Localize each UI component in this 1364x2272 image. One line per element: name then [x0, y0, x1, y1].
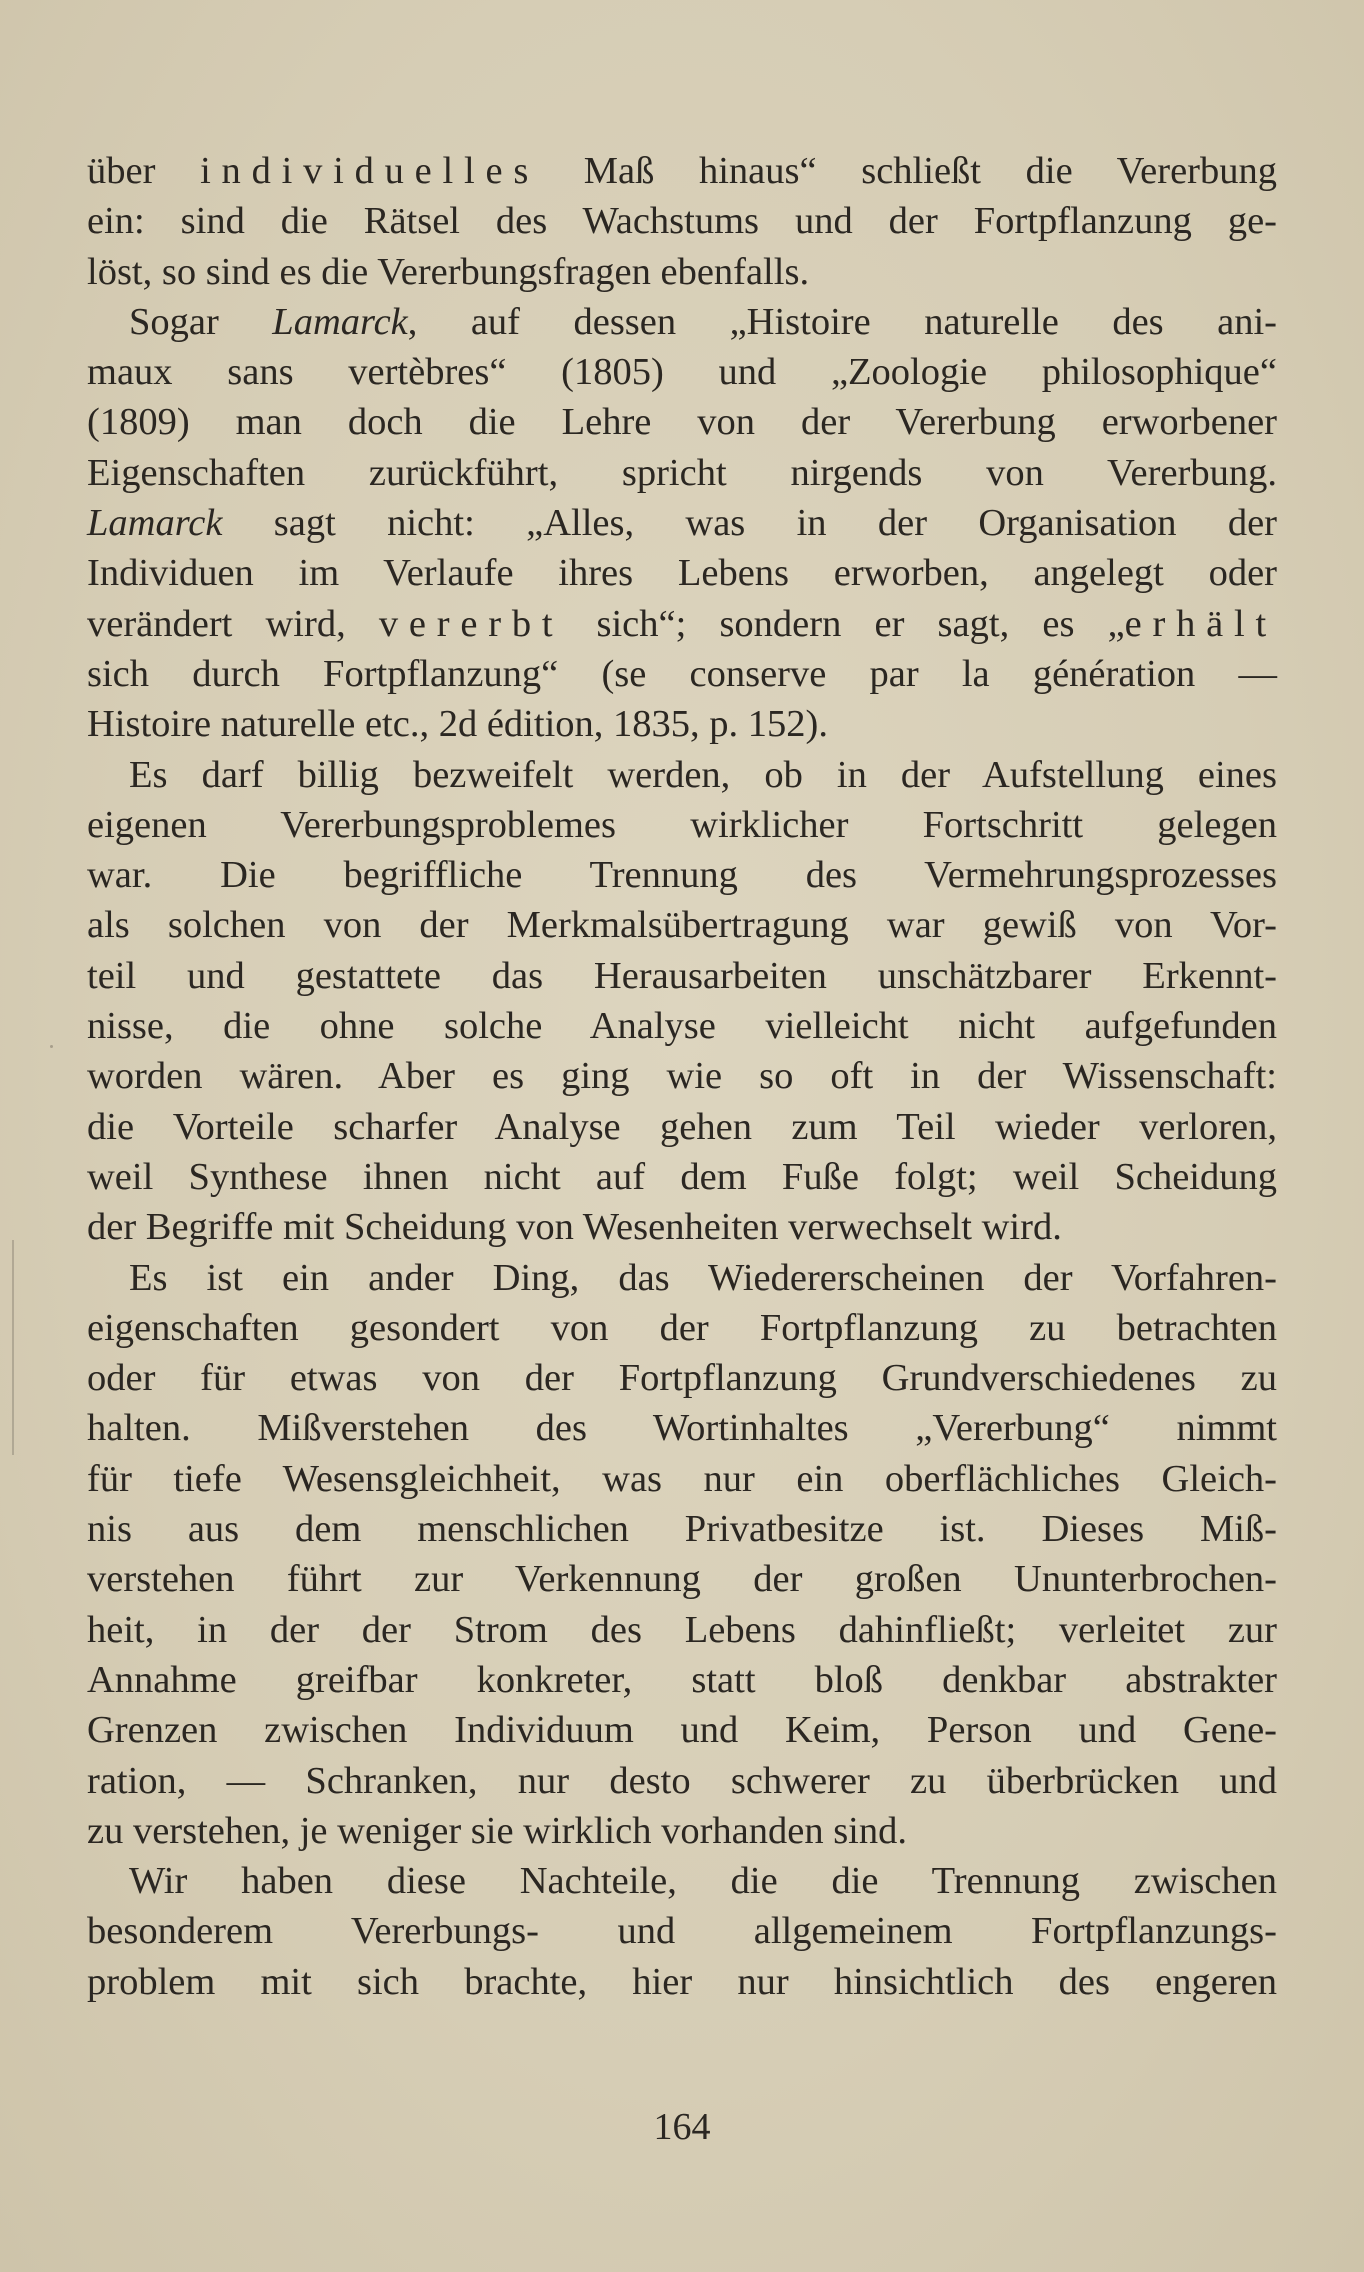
- text-run: Es darf billig bezweifelt werden, ob in der Aufstellung eines: [129, 753, 1277, 796]
- text-run: eigenen Vererbungsproblemes wirklicher Fortschritt gelegen: [87, 803, 1277, 846]
- text-line: [87, 297, 1277, 347]
- text-run: Individuen im Verlaufe ihres Lebens erworben, angelegt oder: [87, 552, 1277, 595]
- text-run: verstehen führt zur Verkennung der großen Ununterbrochen-: [87, 1558, 1277, 1601]
- text-run: ration, — Schranken, nur desto schwerer zu überbrücken und: [87, 1759, 1277, 1802]
- text-run: über: [87, 150, 201, 192]
- text-line: [87, 1554, 1277, 1604]
- text-line: [87, 146, 1277, 196]
- text-line: [87, 247, 1277, 297]
- text-line: [87, 900, 1277, 950]
- text-line: [87, 1756, 1277, 1806]
- text-run: für tiefe Wesensgleichheit, was nur ein oberflächliches Gleich-: [87, 1457, 1277, 1500]
- text-line: [87, 1303, 1277, 1353]
- margin-pencil-mark: [12, 1240, 14, 1455]
- text-run: , auf dessen „Histoire naturelle des ani-: [407, 300, 1277, 343]
- text-line: [87, 1454, 1277, 1504]
- text-line: [87, 800, 1277, 850]
- text-line: [87, 448, 1277, 498]
- text-line: [87, 1655, 1277, 1705]
- text-line: [87, 1102, 1277, 1152]
- text-line: [87, 750, 1277, 800]
- text-run: worden wären. Aber es ging wie so oft in der Wissenschaft:: [87, 1055, 1277, 1098]
- text-line: [87, 1806, 1277, 1856]
- text-line: [87, 599, 1277, 649]
- spaced-emphasis: individuelles: [200, 150, 540, 192]
- text-line: [87, 1353, 1277, 1403]
- text-line: [87, 1957, 1277, 2007]
- text-run: die Vorteile scharfer Analyse gehen zum Teil wieder verloren,: [87, 1105, 1277, 1148]
- text-run: sich“; sondern er sagt, es „: [563, 602, 1125, 645]
- text-run: war. Die begriffliche Trennung des Vermehrungsprozesses: [87, 854, 1277, 897]
- text-line: [87, 397, 1277, 447]
- text-line: [87, 1705, 1277, 1755]
- text-line: [87, 498, 1277, 548]
- text-line: [87, 649, 1277, 699]
- spaced-emphasis: vererbt: [378, 602, 564, 645]
- text-line: [87, 1051, 1277, 1101]
- text-line: [87, 1906, 1277, 1956]
- text-run: nis aus dem menschlichen Privatbesitze ist. Dieses Miß-: [87, 1508, 1277, 1551]
- text-run: Wir haben diese Nachteile, die die Trennung zwischen: [129, 1860, 1277, 1903]
- text-run: sagt nicht: „Alles, was in der Organisation der: [222, 502, 1277, 545]
- text-line: [87, 1152, 1277, 1202]
- text-run: besonderem Vererbungs- und allgemeinem Fortpflanzungs-: [87, 1910, 1277, 1953]
- text-run: teil und gestattete das Herausarbeiten unschätzbarer Erkennt-: [87, 954, 1277, 997]
- text-run: nisse, die ohne solche Analyse vielleicht nicht aufgefunden: [87, 1005, 1277, 1048]
- text-run: der Begriffe mit Scheidung von Wesenheiten verwechselt wird.: [87, 1206, 1062, 1249]
- text-line: [87, 1403, 1277, 1453]
- text-line: [87, 951, 1277, 1001]
- text-run: eigenschaften gesondert von der Fortpflanzung zu betrachten: [87, 1306, 1277, 1349]
- text-run: Histoire naturelle etc., 2d édition, 1835, p. 152).: [87, 703, 828, 746]
- text-run: Maß hinaus“ schließt die Vererbung: [539, 150, 1277, 192]
- page-number: 164: [653, 2106, 711, 2148]
- text-run: problem mit sich brachte, hier nur hinsichtlich des engeren: [87, 1960, 1277, 2003]
- text-line: [87, 1202, 1277, 1252]
- text-run: Annahme greifbar konkreter, statt bloß denkbar abstrakter: [87, 1658, 1277, 1701]
- italic-name: Lamarck: [272, 300, 408, 343]
- spaced-emphasis: erhält: [1124, 602, 1277, 645]
- text-line: [87, 1605, 1277, 1655]
- text-run: verändert wird,: [87, 602, 379, 645]
- text-line: [87, 548, 1277, 598]
- text-line: [87, 196, 1277, 246]
- text-run: Es ist ein ander Ding, das Wiedererscheinen der Vorfahren-: [129, 1256, 1277, 1299]
- text-line: [87, 1253, 1277, 1303]
- text-line: [87, 699, 1277, 749]
- text-run: Eigenschaften zurückführt, spricht nirgends von Vererbung.: [87, 451, 1277, 494]
- italic-name: Lamarck: [87, 502, 223, 545]
- text-line: [87, 850, 1277, 900]
- text-run: sich durch Fortpflanzung“ (se conserve par la génération —: [87, 652, 1277, 695]
- margin-speck: [50, 1045, 53, 1048]
- text-run: halten. Mißverstehen des Wortinhaltes „Vererbung“ nimmt: [87, 1407, 1277, 1450]
- text-run: Grenzen zwischen Individuum und Keim, Person und Gene-: [87, 1709, 1277, 1752]
- text-line: [87, 347, 1277, 397]
- text-run: oder für etwas von der Fortpflanzung Grundverschiedenes zu: [87, 1357, 1277, 1400]
- text-run: weil Synthese ihnen nicht auf dem Fuße folgt; weil Scheidung: [87, 1155, 1277, 1198]
- text-line: [87, 1001, 1277, 1051]
- text-run: zu verstehen, je weniger sie wirklich vorhanden sind.: [87, 1809, 908, 1852]
- text-run: Sogar: [129, 300, 273, 343]
- text-run: heit, in der der Strom des Lebens dahinfließt; verleitet zur: [87, 1608, 1277, 1651]
- text-line: [87, 1504, 1277, 1554]
- text-line: [87, 1856, 1277, 1906]
- text-run: löst, so sind es die Vererbungsfragen ebenfalls.: [87, 250, 810, 293]
- text-run: ein: sind die Rätsel des Wachstums und der Fortpflanzung ge-: [87, 200, 1277, 243]
- text-run: als solchen von der Merkmalsübertragung war gewiß von Vor-: [87, 904, 1277, 947]
- text-run: maux sans vertèbres“ (1805) und „Zoologie philosophique“: [87, 351, 1277, 394]
- text-run: (1809) man doch die Lehre von der Vererbung erworbener: [87, 401, 1277, 444]
- body-text: [87, 146, 1277, 2007]
